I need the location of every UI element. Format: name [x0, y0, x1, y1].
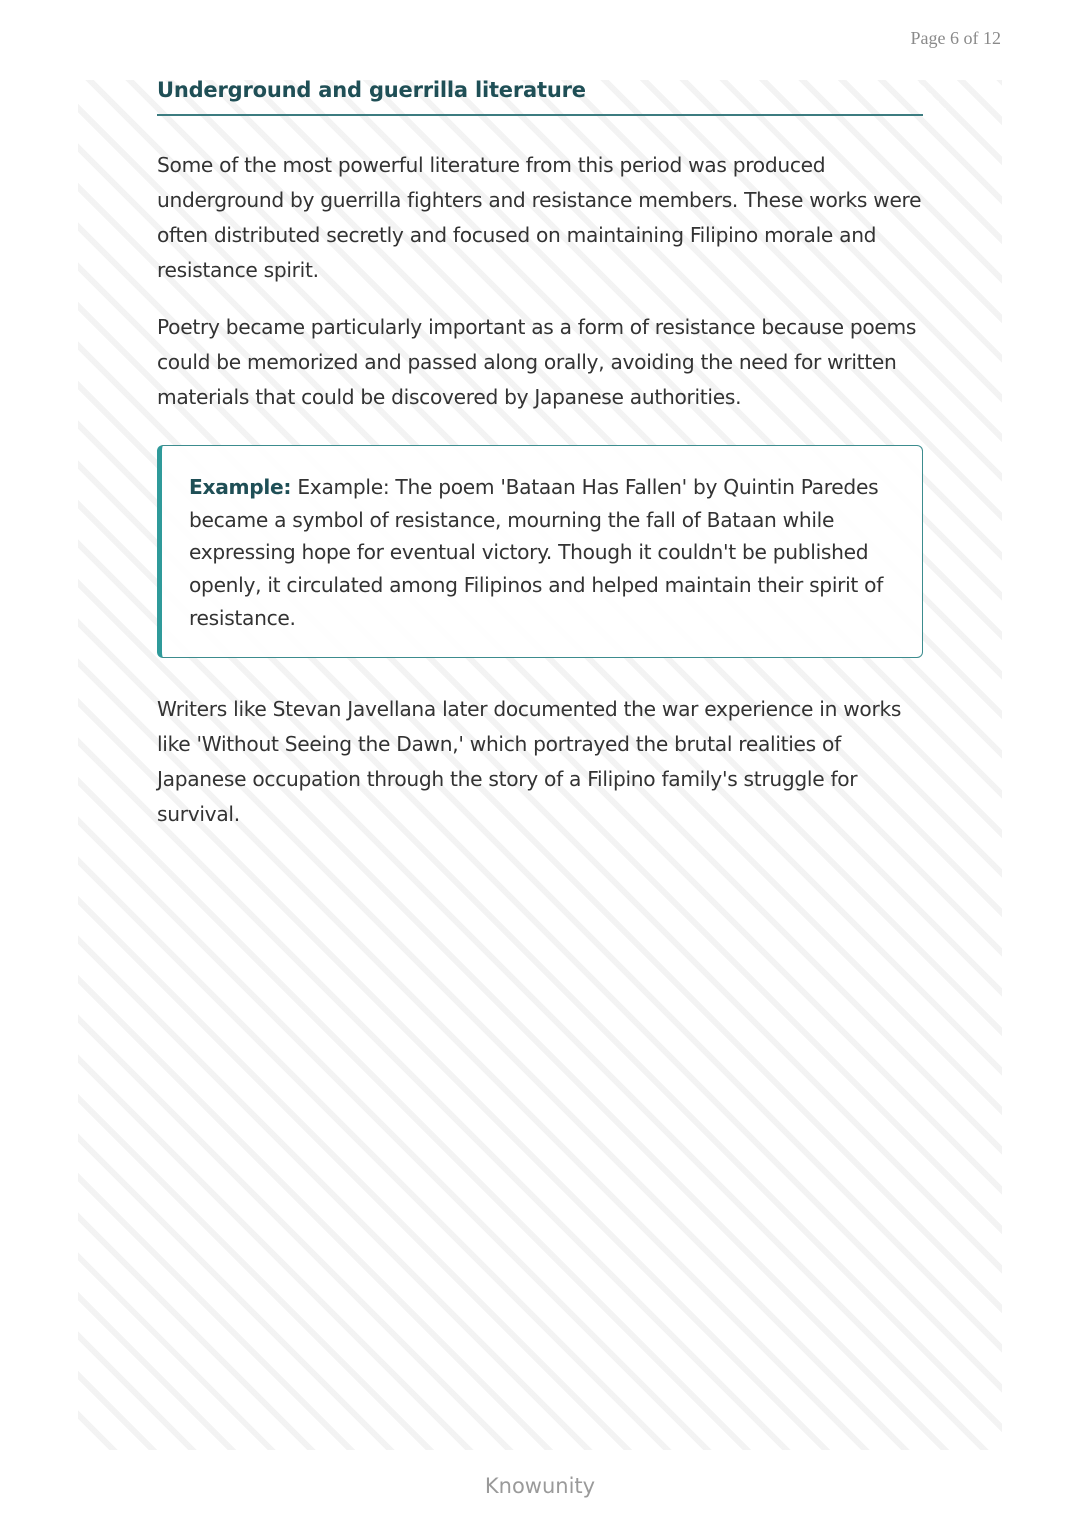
paragraph-javellana: Writers like Stevan Javellana later documented the war experience in works like 'Without Seeing the Dawn,' which portrayed the brutal realities of Japanese occupation through the story of a Filipino family's struggle for survival.: [157, 696, 902, 826]
footer-brand-logo: Knowunity: [484, 1474, 596, 1498]
example-label: Example:: [189, 475, 292, 499]
section-title: Underground and guerrilla literature: [157, 78, 923, 116]
document-content: [157, 78, 923, 832]
paragraph-poetry: Poetry became particularly important as a form of resistance because poems could be memorized and passed along orally, avoiding the need for written materials that could be discovered by Japanese authorities.: [157, 315, 917, 409]
example-text-block: [189, 471, 896, 635]
example-callout: [157, 445, 923, 658]
page-number: Page 6 of 12: [910, 28, 1001, 48]
example-body: Example: The poem 'Bataan Has Fallen' by Quintin Paredes became a symbol of resistance, mourning the fall of Bataan while expressing hope for eventual victory. Though it couldn't be published openly, it circulated among Filipinos and helped maintain their spirit of resistance.: [189, 475, 884, 630]
paragraph-underground: Some of the most powerful literature from this period was produced underground by guerrilla fighters and resistance members. These works were often distributed secretly and focused on maintaining Filipino morale and resistance spirit.: [157, 153, 922, 282]
